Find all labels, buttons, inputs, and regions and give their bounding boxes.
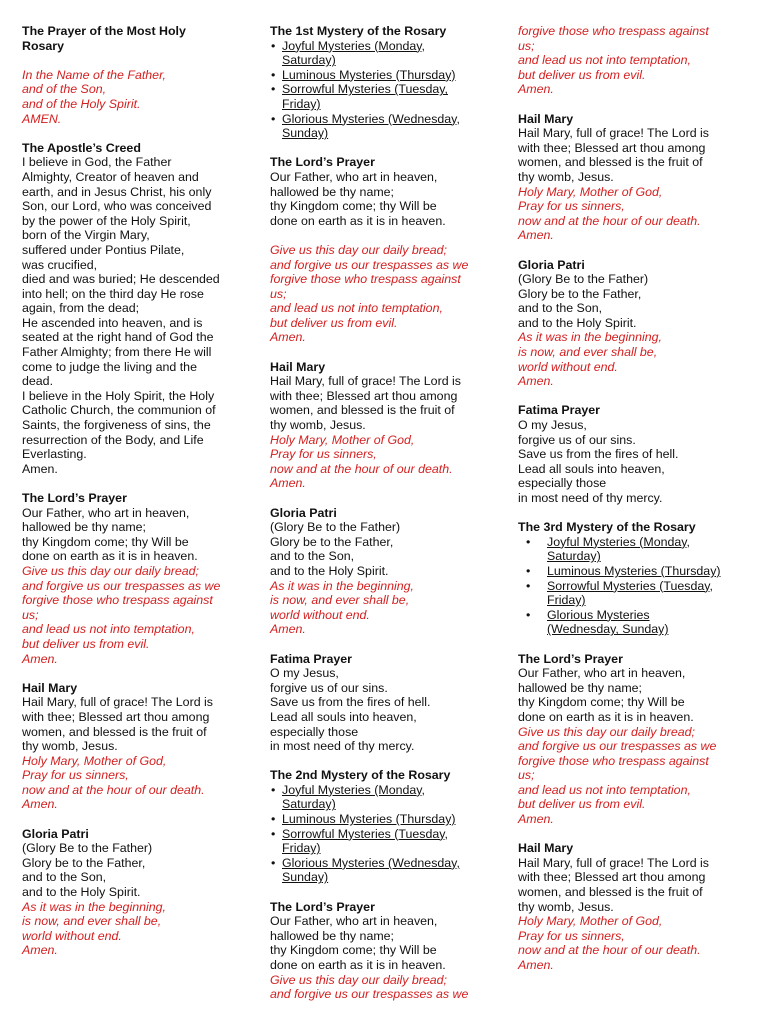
red-prayer-line: Give us this day our daily bread; xyxy=(518,724,696,739)
prayer-line: women, and blessed is the fruit of xyxy=(22,724,207,739)
prayer-line: Lead all souls into heaven, xyxy=(518,461,665,476)
red-prayer-line: and lead us not into temptation, xyxy=(518,782,691,797)
red-prayer-line: and forgive us our trespasses as we xyxy=(518,739,717,754)
red-prayer-line: is now, and ever shall be, xyxy=(518,345,658,360)
red-prayer-line: world without end. xyxy=(270,607,370,622)
prayer-line: Saints, the forgiveness of sins, the xyxy=(22,418,211,433)
prayer-line: again, from the dead; xyxy=(22,301,140,316)
mystery-item-line: • Glorious Mysteries xyxy=(547,607,650,622)
prayer-line: died and was buried; He descended xyxy=(22,272,220,287)
mystery-list xyxy=(270,39,502,141)
prayer-line: and to the Son, xyxy=(22,870,107,885)
section-heading: Hail Mary xyxy=(518,841,574,856)
red-prayer-line: Holy Mary, Mother of God, xyxy=(270,432,415,447)
mystery-section-the-2nd-mystery-of-the-rosary xyxy=(270,768,502,885)
red-prayer-line: but deliver us from evil. xyxy=(270,315,398,330)
mystery-list-item xyxy=(518,579,750,608)
mystery-item-line: • Luminous Mysteries (Thursday) xyxy=(282,67,456,82)
red-prayer-line: forgive those who trespass against xyxy=(270,272,461,287)
red-prayer-line: now and at the hour of our death. xyxy=(518,213,701,228)
prayer-line: Lead all souls into heaven, xyxy=(270,709,417,724)
title-line: The Prayer of the Most Holy xyxy=(22,24,186,38)
prayer-line: and to the Son, xyxy=(270,549,355,564)
section-heading: The 1st Mystery of the Rosary xyxy=(270,24,447,38)
prayer-line: Our Father, who art in heaven, xyxy=(270,914,438,929)
red-prayer-line: now and at the hour of our death. xyxy=(518,943,701,958)
red-text-line: and of the Holy Spirit. xyxy=(22,96,141,111)
mystery-item-line: • Joyful Mysteries (Monday, xyxy=(282,782,425,797)
red-text-line: but deliver us from evil. xyxy=(518,67,646,82)
prayer-line: Catholic Church, the communion of xyxy=(22,403,216,418)
section-heading: The Lord’s Prayer xyxy=(518,651,623,666)
red-prayer-line: world without end. xyxy=(22,928,122,943)
prayer-line: forgive us of our sins. xyxy=(518,432,636,447)
red-prayer-line: us; xyxy=(270,286,287,301)
section-the-apostles-creed xyxy=(22,141,254,477)
section-heading: Hail Mary xyxy=(518,111,574,126)
section-hail-mary xyxy=(518,112,750,243)
prayer-line: Father Almighty; from there He will xyxy=(22,345,212,360)
red-prayer-line: Pray for us sinners, xyxy=(518,199,625,214)
mystery-list-item xyxy=(270,783,502,812)
prayer-line: Save us from the fires of hell. xyxy=(270,695,431,710)
red-prayer-line: Holy Mary, Mother of God, xyxy=(518,914,663,929)
red-prayer-line: us; xyxy=(518,768,535,783)
prayer-line: and to the Holy Spirit. xyxy=(518,315,637,330)
prayer-line: Everlasting. xyxy=(22,447,87,462)
mystery-item-line: Friday) xyxy=(282,841,321,856)
prayer-line: I believe in the Holy Spirit, the Holy xyxy=(22,388,215,403)
prayer-line: thy womb, Jesus. xyxy=(518,169,614,184)
section-heading: The 3rd Mystery of the Rosary xyxy=(518,520,696,535)
section-the-lords-prayer xyxy=(22,491,254,666)
mystery-item-line: • Glorious Mysteries (Wednesday, xyxy=(282,111,460,126)
mystery-list-item xyxy=(270,112,502,141)
prayer-line: hallowed be thy name; xyxy=(22,520,146,535)
prayer-line: thy womb, Jesus. xyxy=(270,418,366,433)
mystery-list-item xyxy=(518,608,750,637)
mystery-item-line: Sunday) xyxy=(282,126,329,141)
mystery-section-the-3rd-mystery-of-the-rosary xyxy=(518,520,750,637)
prayer-line: Our Father, who art in heaven, xyxy=(518,666,686,681)
prayer-line: O my Jesus, xyxy=(518,418,587,433)
prayer-line: dead. xyxy=(22,374,54,389)
prayer-line: and to the Son, xyxy=(518,301,603,316)
prayer-line: hallowed be thy name; xyxy=(270,184,394,199)
prayer-line: thy Kingdom come; thy Will be xyxy=(270,199,437,214)
red-prayer-line: As it was in the beginning, xyxy=(270,578,414,593)
prayer-line: with thee; Blessed art thou among xyxy=(518,870,706,885)
prayer-line: He ascended into heaven, and is xyxy=(22,315,203,330)
red-prayer-line: Holy Mary, Mother of God, xyxy=(518,184,663,199)
red-prayer-line: now and at the hour of our death. xyxy=(270,461,453,476)
section-fatima-prayer xyxy=(518,403,750,505)
section-heading: Gloria Patri xyxy=(518,257,585,272)
mystery-section-the-1st-mystery-of-the-rosary xyxy=(270,24,502,141)
column-3 xyxy=(518,24,750,987)
red-text-line: AMEN. xyxy=(22,111,62,126)
prayer-line: hallowed be thy name; xyxy=(518,680,642,695)
red-prayer-line: but deliver us from evil. xyxy=(22,636,150,651)
red-text-line: and of the Son, xyxy=(22,82,107,97)
section-the-lords-prayer xyxy=(270,900,502,1002)
mystery-list-item xyxy=(270,827,502,856)
section-fatima-prayer xyxy=(270,652,502,754)
mystery-list-item xyxy=(270,39,502,68)
prayer-line: resurrection of the Body, and Life xyxy=(22,432,204,447)
prayer-line: and to the Holy Spirit. xyxy=(270,563,389,578)
red-prayer-line: and forgive us our trespasses as we xyxy=(270,257,469,272)
column-2 xyxy=(270,24,502,1016)
mystery-item-line: Sunday) xyxy=(282,870,329,885)
title-line: Rosary xyxy=(22,38,65,53)
prayer-line: women, and blessed is the fruit of xyxy=(518,885,703,900)
prayer-line: women, and blessed is the fruit of xyxy=(270,403,455,418)
section-heading: The 2nd Mystery of the Rosary xyxy=(270,768,451,783)
red-prayer-line: Amen. xyxy=(518,812,554,827)
prayer-line: (Glory Be to the Father) xyxy=(518,272,649,287)
section-hail-mary xyxy=(270,360,502,491)
section-heading: Hail Mary xyxy=(270,359,326,374)
red-prayer-line: and forgive us our trespasses as we xyxy=(22,578,221,593)
prayer-line: (Glory Be to the Father) xyxy=(270,520,401,535)
prayer-line: Hail Mary, full of grace! The Lord is xyxy=(518,126,709,141)
prayer-line: in most need of thy mercy. xyxy=(270,739,415,754)
prayer-line: seated at the right hand of God the xyxy=(22,330,214,345)
red-text-line: forgive those who trespass against xyxy=(518,24,709,38)
prayer-line: hallowed be thy name; xyxy=(270,928,394,943)
section-heading: The Lord’s Prayer xyxy=(270,899,375,914)
prayer-line: women, and blessed is the fruit of xyxy=(518,155,703,170)
prayer-line: thy Kingdom come; thy Will be xyxy=(22,534,189,549)
section-heading: Gloria Patri xyxy=(22,826,89,841)
red-prayer-text xyxy=(270,243,502,345)
mystery-item-line: • Joyful Mysteries (Monday, xyxy=(547,534,690,549)
prayer-line: with thee; Blessed art thou among xyxy=(22,709,210,724)
red-prayer-line: Pray for us sinners, xyxy=(22,768,129,783)
red-text-line: us; xyxy=(518,38,535,53)
red-prayer-line: is now, and ever shall be, xyxy=(270,593,410,608)
red-prayer-line: Amen. xyxy=(270,330,306,345)
prayer-line: in most need of thy mercy. xyxy=(518,491,663,505)
prayer-line: Save us from the fires of hell. xyxy=(518,447,679,462)
prayer-line: Glory be to the Father, xyxy=(270,534,394,549)
prayer-line: come to judge the living and the xyxy=(22,359,197,374)
red-prayer-line: Give us this day our daily bread; xyxy=(270,242,448,257)
red-prayer-line: and forgive us our trespasses as we xyxy=(270,987,469,1002)
red-prayer-line: Amen. xyxy=(270,622,306,637)
mystery-list-item xyxy=(270,82,502,111)
red-prayer-line: us; xyxy=(22,607,39,622)
prayer-line: done on earth as it is in heaven. xyxy=(518,709,694,724)
mystery-item-line: • Sorrowful Mysteries (Tuesday, xyxy=(547,578,713,593)
prayer-line: born of the Virgin Mary, xyxy=(22,228,150,243)
prayer-line: suffered under Pontius Pilate, xyxy=(22,242,185,257)
mystery-list-item xyxy=(270,68,502,83)
red-prayer-line: Amen. xyxy=(518,228,554,243)
prayer-line: done on earth as it is in heaven. xyxy=(270,958,446,972)
prayer-line: especially those xyxy=(518,476,607,491)
mystery-item-line: (Wednesday, Sunday) xyxy=(547,622,669,637)
section-heading: Hail Mary xyxy=(22,680,78,695)
mystery-item-line: Friday) xyxy=(282,96,321,111)
red-text-line: and lead us not into temptation, xyxy=(518,53,691,68)
prayer-line: thy womb, Jesus. xyxy=(518,899,614,914)
section-heading: Fatima Prayer xyxy=(270,651,352,666)
section-gloria-patri xyxy=(270,506,502,637)
prayer-line: O my Jesus, xyxy=(270,666,339,681)
section-hail-mary xyxy=(518,841,750,972)
mystery-list-item xyxy=(518,535,750,564)
prayer-line: thy Kingdom come; thy Will be xyxy=(270,943,437,958)
section-the-lords-prayer xyxy=(270,155,502,228)
prayer-line: forgive us of our sins. xyxy=(270,680,388,695)
red-prayer-line: now and at the hour of our death. xyxy=(22,782,205,797)
document-title xyxy=(22,24,254,53)
red-prayer-line: Amen. xyxy=(518,958,554,972)
red-prayer-line: Amen. xyxy=(270,476,306,491)
red-prayer-line: Amen. xyxy=(22,797,58,812)
mystery-list-item xyxy=(270,812,502,827)
red-prayer-line: world without end. xyxy=(518,359,618,374)
prayer-line: Glory be to the Father, xyxy=(518,286,642,301)
red-prayer-line: Give us this day our daily bread; xyxy=(22,563,200,578)
red-prayer-line: Pray for us sinners, xyxy=(518,928,625,943)
red-text-line: Amen. xyxy=(518,82,554,97)
prayer-line: (Glory Be to the Father) xyxy=(22,841,153,856)
red-prayer-line: Amen. xyxy=(22,651,58,666)
red-prayer-text xyxy=(22,68,254,126)
prayer-line: especially those xyxy=(270,724,359,739)
mystery-item-line: • Luminous Mysteries (Thursday) xyxy=(547,563,721,578)
red-prayer-line: forgive those who trespass against xyxy=(518,753,709,768)
red-prayer-line: As it was in the beginning, xyxy=(518,330,662,345)
red-prayer-line: As it was in the beginning, xyxy=(22,899,166,914)
section-heading: The Apostle’s Creed xyxy=(22,140,141,155)
prayer-line: Son, our Lord, who was conceived xyxy=(22,199,212,214)
prayer-line: Hail Mary, full of grace! The Lord is xyxy=(270,374,461,389)
prayer-line: thy womb, Jesus. xyxy=(22,739,118,754)
mystery-list-item xyxy=(270,856,502,885)
red-prayer-line: Give us this day our daily bread; xyxy=(270,972,448,987)
section-gloria-patri xyxy=(518,258,750,389)
prayer-line: done on earth as it is in heaven. xyxy=(270,213,446,228)
red-prayer-line: but deliver us from evil. xyxy=(518,797,646,812)
mystery-list-item xyxy=(518,564,750,579)
prayer-line: with thee; Blessed art thou among xyxy=(518,140,706,155)
mystery-list xyxy=(518,535,750,637)
red-prayer-line: Holy Mary, Mother of God, xyxy=(22,753,167,768)
prayer-line: into hell; on the third day He rose xyxy=(22,286,204,301)
red-prayer-line: and lead us not into temptation, xyxy=(270,301,443,316)
prayer-line: and to the Holy Spirit. xyxy=(22,885,141,900)
red-text-line: In the Name of the Father, xyxy=(22,67,166,82)
mystery-item-line: • Sorrowful Mysteries (Tuesday, xyxy=(282,826,448,841)
prayer-line: I believe in God, the Father xyxy=(22,155,172,170)
mystery-item-line: Friday) xyxy=(547,593,586,608)
mystery-list xyxy=(270,783,502,885)
red-prayer-text xyxy=(518,24,750,97)
mystery-item-line: • Luminous Mysteries (Thursday) xyxy=(282,812,456,827)
mystery-item-line: Saturday) xyxy=(282,797,336,812)
prayer-line: Our Father, who art in heaven, xyxy=(22,505,190,520)
red-prayer-line: Amen. xyxy=(518,374,554,389)
mystery-item-line: • Joyful Mysteries (Monday, xyxy=(282,38,425,53)
mystery-item-line: • Sorrowful Mysteries (Tuesday, xyxy=(282,82,448,97)
prayer-line: done on earth as it is in heaven. xyxy=(22,549,198,564)
prayer-line: Amen. xyxy=(22,461,58,476)
mystery-item-line: • Glorious Mysteries (Wednesday, xyxy=(282,855,460,870)
prayer-line: thy Kingdom come; thy Will be xyxy=(518,695,685,710)
prayer-line: earth, and in Jesus Christ, his only xyxy=(22,184,212,199)
column-1 xyxy=(22,24,254,973)
mystery-item-line: Saturday) xyxy=(282,53,336,68)
red-prayer-line: Pray for us sinners, xyxy=(270,447,377,462)
prayer-line: by the power of the Holy Spirit, xyxy=(22,213,191,228)
section-heading: Gloria Patri xyxy=(270,505,337,520)
prayer-line: Hail Mary, full of grace! The Lord is xyxy=(518,855,709,870)
section-heading: The Lord’s Prayer xyxy=(270,155,375,170)
prayer-line: Our Father, who art in heaven, xyxy=(270,169,438,184)
red-prayer-line: Amen. xyxy=(22,943,58,958)
red-prayer-line: and lead us not into temptation, xyxy=(22,622,195,637)
prayer-line: was crucified, xyxy=(22,257,98,272)
section-heading: Fatima Prayer xyxy=(518,403,600,418)
prayer-line: Hail Mary, full of grace! The Lord is xyxy=(22,695,213,710)
prayer-line: Glory be to the Father, xyxy=(22,855,146,870)
mystery-item-line: Saturday) xyxy=(547,549,601,564)
red-prayer-line: is now, and ever shall be, xyxy=(22,914,162,929)
section-heading: The Lord’s Prayer xyxy=(22,491,127,505)
prayer-line: with thee; Blessed art thou among xyxy=(270,388,458,403)
section-hail-mary xyxy=(22,681,254,812)
section-the-lords-prayer xyxy=(518,652,750,827)
red-prayer-line: forgive those who trespass against xyxy=(22,593,213,608)
section-gloria-patri xyxy=(22,827,254,958)
prayer-line: Almighty, Creator of heaven and xyxy=(22,169,199,184)
